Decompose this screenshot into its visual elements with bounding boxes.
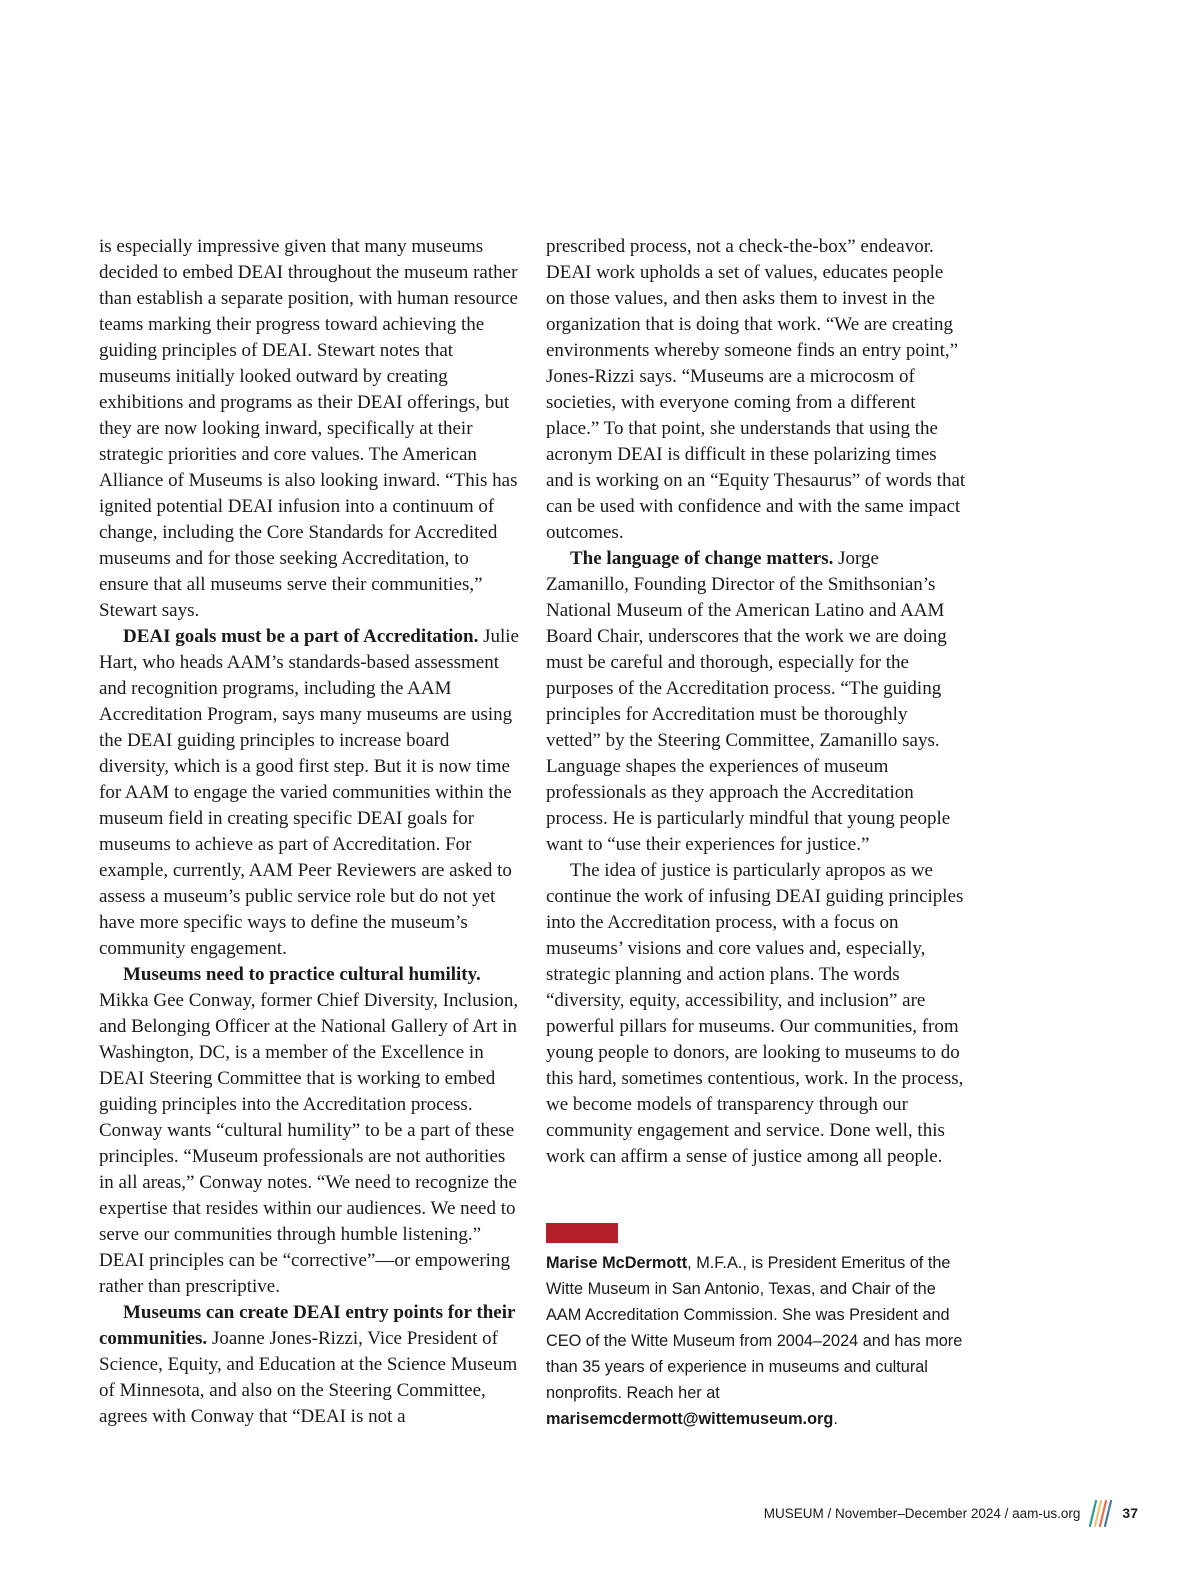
subheading-cultural-humility: Museums need to practice cultural humility. — [123, 964, 481, 985]
right-paragraph-1: prescribed process, not a check-the-box” endeavor. DEAI work upholds a set of values, educates people on those values, and then asks them to invest in the organization that is doing that work. “We are creating environments whereby someone finds an entry point,” Jones-Rizzi says. “Museums are a microcosm of societies, with everyone coming from a different place.” To that point, she understands that using the acronym DEAI is difficult in these polarizing times and is working on an “Equity Thesaurus” of words that can be used with confidence and with the same impact outcomes. — [546, 236, 966, 543]
left-paragraph-4 — [99, 1300, 519, 1430]
right-column — [546, 234, 966, 1170]
page-footer — [764, 1498, 1138, 1528]
footer-text — [764, 1506, 1081, 1521]
page-number: 37 — [1122, 1505, 1138, 1521]
bio-accent-bar — [546, 1223, 618, 1243]
left-paragraph-3-body: Mikka Gee Conway, former Chief Diversity, Inclusion, and Belonging Officer at the National Gallery of Art in Washington, DC, is a member of the Excellence in DEAI Steering Committee that is working to embed guiding principles into the Accreditation process. Conway wants “cultural humility” to be a part of these principles. “Museum professionals are not authorities in all areas,” Conway notes. “We need to recognize the expertise that resides within our audiences. We need to serve our communities through humble listening.” DEAI principles can be “corrective”—or empowering rather than prescriptive. — [99, 990, 519, 1297]
left-paragraph-3 — [99, 962, 519, 1300]
right-paragraph-2 — [546, 546, 966, 858]
author-bio-end: . — [833, 1410, 838, 1428]
subheading-accreditation-goals: DEAI goals must be a part of Accreditation. — [123, 626, 479, 647]
author-name: Marise McDermott — [546, 1254, 688, 1272]
footer-site[interactable]: aam-us.org — [1012, 1505, 1081, 1521]
footer-separator-2: / — [1000, 1505, 1013, 1521]
author-bio-text — [546, 1250, 966, 1432]
left-paragraph-1: is especially impressive given that many museums decided to embed DEAI throughout the museum rather than establish a separate position, with human resource teams marking their progress toward achieving the guiding principles of DEAI. Stewart notes that museums initially looked outward by creating exhibitions and programs as their DEAI offerings, but they are now looking inward, specifically at their strategic priorities and core values. The American Alliance of Museums is also looking inward. “This has ignited potential DEAI infusion into a continuum of change, including the Core Standards for Accredited museums and for those seeking Accreditation, to ensure that all museums serve their communities,” Stewart says. — [99, 236, 518, 621]
left-paragraph-2-body: Julie Hart, who heads AAM’s standards-based assessment and recognition programs, including the AAM Accreditation Program, says many museums are using the DEAI guiding principles to increase board diversity, which is a good first step. But it is now time for AAM to engage the varied communities within the museum field in creating specific DEAI goals for museums to achieve as part of Accreditation. For example, currently, AAM Peer Reviewers are asked to assess a museum’s public service role but do not yet have more specific ways to define the museum’s community engagement. — [99, 626, 519, 959]
subheading-language-of-change: The language of change matters. — [570, 548, 834, 569]
author-email-link[interactable]: marisemcdermott@wittemuseum.org — [546, 1410, 834, 1428]
footer-publication: MUSEUM — [763, 1505, 824, 1521]
left-paragraph-4-body: Joanne Jones-Rizzi, Vice President of Science, Equity, and Education at the Science Museum of Minnesota, and also on the Steering Committee, agrees with Conway that “DEAI is not a — [99, 1328, 518, 1427]
left-column — [99, 234, 519, 1430]
right-paragraph-3: The idea of justice is particularly apropos as we continue the work of infusing DEAI guiding principles into the Accreditation process, with a focus on museums’ visions and core values and, especially, strategic planning and action plans. The words “diversity, equity, accessibility, and inclusion” are powerful pillars for museums. Our communities, from young people to donors, are looking to museums to do this hard, sometimes contentious, work. In the process, we become models of transparency through our community engagement and service. Done well, this work can affirm a sense of justice among all people. — [546, 860, 964, 1167]
author-bio-body: , M.F.A., is President Emeritus of the Witte Museum in San Antonio, Texas, and Chair of the AAM Accreditation Commission. She was President and CEO of the Witte Museum from 2004–2024 and has more than 35 years of experience in museums and cultural nonprofits. Reach her at — [546, 1254, 963, 1402]
footer-separator-1: / — [823, 1505, 836, 1521]
right-paragraph-2-body: Jorge Zamanillo, Founding Director of the Smithsonian’s National Museum of the American Latino and AAM Board Chair, underscores that the work we are doing must be careful and thorough, especially for the purposes of the Accreditation process. “The guiding principles for Accreditation must be thoroughly vetted” by the Steering Committee, Zamanillo says. Language shapes the experiences of museum professionals as they approach the Accreditation process. He is particularly mindful that young people want to “use their experiences for justice.” — [546, 548, 951, 855]
left-paragraph-2 — [99, 624, 519, 962]
subheading-entry-points: Museums can create DEAI entry points for their communities. — [99, 1302, 516, 1349]
aam-logo-icon — [1086, 1498, 1112, 1528]
footer-issue: November–December 2024 — [835, 1505, 1001, 1521]
author-bio — [546, 1250, 966, 1432]
